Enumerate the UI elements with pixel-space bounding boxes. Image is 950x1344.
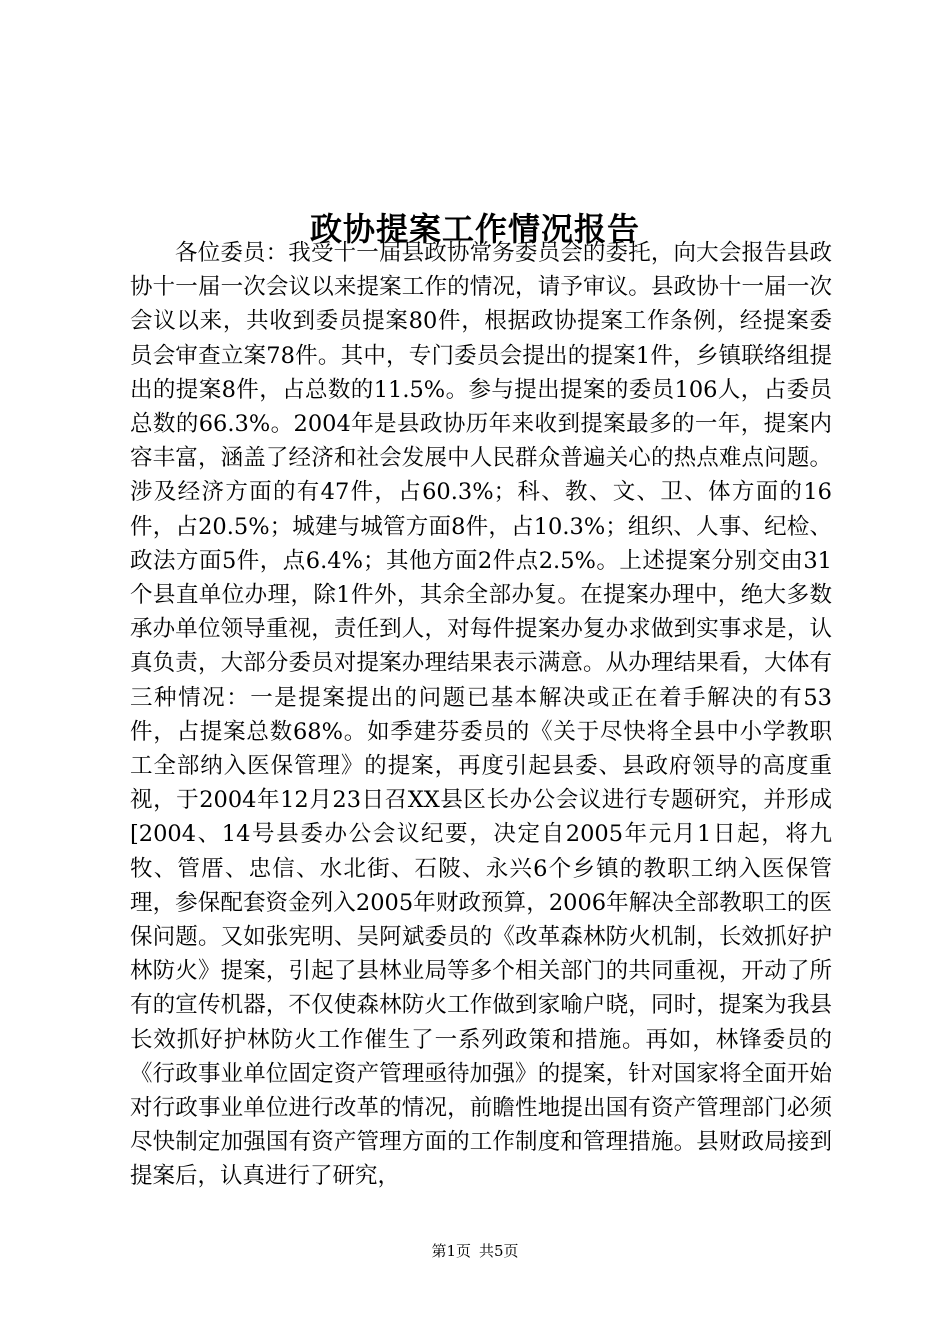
document-body: 各位委员：我受十一届县政协常务委员会的委托，向大会报告县政协十一届一次会议以来提案工作的情况，请予审议。县政协十一届一次会议以来，共收到委员提案80件，根据政协提案工作条例，经提案委员会审查立案78件。其中，专门委员会提出的提案1件，乡镇联络组提出的提案8件，占总数的11.5%。参与提出提案的委员106人，占委员总数的66.3%。2004年是县政协历年来收到提案最多的一年，提案内容丰富，涵盖了经济和社会发展中人民群众普遍关心的热点难点问题。涉及经济方面的有47件，占60.3%；科、教、文、卫、体方面的16件，占20.5%；城建与城管方面8件，占10.3%；组织、人事、纪检、政法方面5件，点6.4%；其他方面2件点2.5%。上述提案分别交由31个县直单位办理，除1件外，其余全部办复。在提案办理中，绝大多数承办单位领导重视，责任到人，对每件提案办复办求做到实事求是，认真负责，大部分委员对提案办理结果表示满意。从办理结果看，大体有三种情况：一是提案提出的问题已基本解决或正在着手解决的有53件，占提案总数68%。如季建芬委员的《关于尽快将全县中小学教职工全部纳入医保管理》的提案，再度引起县委、县政府领导的高度重视，于2004年12月23日召XX县区长办公会议进行专题研究，并形成[2004、14号县委办公会议纪要，决定自2005年元月1日起，将九牧、管厝、忠信、水北街、石陂、永兴6个乡镇的教职工纳入医保管理，参保配套资金列入2005年财政预算，2006年解决全部教职工的医保问题。又如张宪明、吴阿斌委员的《改革森林防火机制，长效抓好护林防火》提案，引起了县林业局等多个相关部门的共同重视，开动了所有的宣传机器，不仅使森林防火工作做到家喻户晓，同时，提案为我县长效抓好护林防火工作催生了一系列政策和措施。再如，林锋委员的《行政事业单位固定资产管理亟待加强》的提案，针对国家将全面开始对行政事业单位进行改革的情况，前瞻性地提出国有资产管理部门必须尽快制定加强国有资产管理方面的工作制度和管理措施。县财政局接到提案后，认真进行了研究， xyxy=(130,240,832,1190)
page-number: 第1页 xyxy=(431,1242,471,1260)
document-title: 政协提案工作情况报告 xyxy=(309,210,640,249)
page-total: 共5页 xyxy=(479,1242,519,1260)
page-footer xyxy=(0,1240,950,1262)
